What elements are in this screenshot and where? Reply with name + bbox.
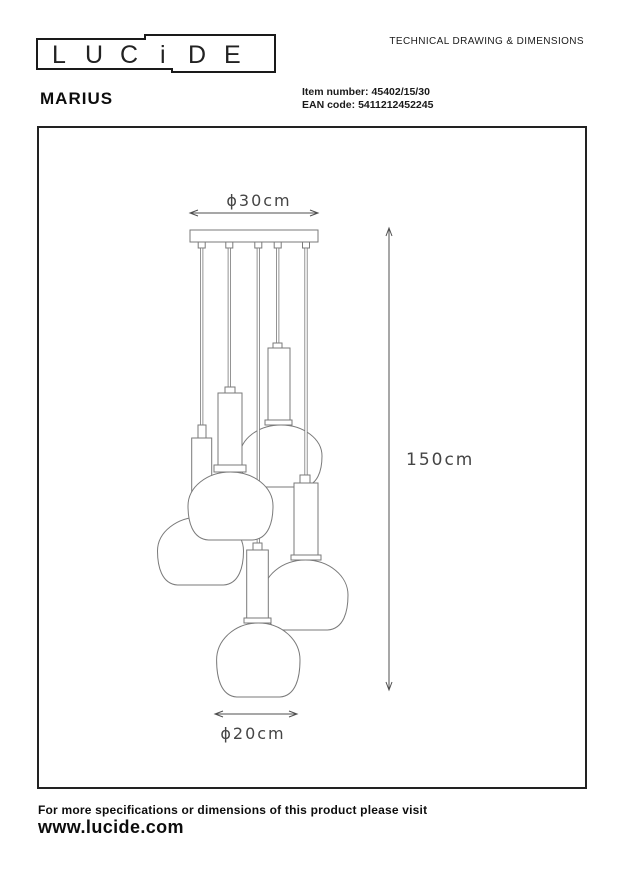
- item-number-value: 45402/15/30: [371, 86, 430, 98]
- logo-letter: L: [52, 41, 66, 69]
- logo-letter: D: [188, 41, 207, 69]
- suspension-cord: [201, 248, 203, 425]
- suspension-cord: [277, 248, 279, 343]
- socket-cap: [273, 343, 282, 348]
- logo-letter: U: [85, 41, 104, 69]
- suspension-cord: [305, 248, 307, 475]
- glass-globe: [217, 623, 300, 697]
- socket-flange: [291, 555, 321, 560]
- dim-top-label: ϕ30cm: [226, 191, 292, 210]
- lucide-logo: [35, 30, 280, 76]
- socket-cylinder: [294, 483, 318, 555]
- socket-flange: [214, 465, 246, 472]
- socket-cap: [198, 425, 206, 438]
- cord-grip: [198, 242, 205, 248]
- cord-grip: [274, 242, 281, 248]
- ean-row: [302, 99, 433, 112]
- ceiling-canopy: [190, 230, 318, 242]
- document-title: TECHNICAL DRAWING & DIMENSIONS: [389, 36, 584, 47]
- pendant-lamp-drawing: [158, 230, 349, 697]
- product-codes: [302, 86, 433, 111]
- socket-cap: [253, 543, 262, 550]
- item-number-row: [302, 86, 433, 99]
- dim-height-label: 150cm: [406, 450, 475, 470]
- socket-cylinder: [218, 393, 242, 465]
- socket-cap: [225, 387, 235, 393]
- footer-note: For more specifications or dimensions of this product please visit: [38, 803, 428, 817]
- item-number-label: Item number:: [302, 86, 369, 98]
- cord-grip: [226, 242, 233, 248]
- socket-flange: [244, 618, 271, 623]
- ean-label: EAN code:: [302, 98, 356, 111]
- cord-grip: [303, 242, 310, 248]
- socket-cylinder: [268, 348, 290, 420]
- socket-cap: [300, 475, 310, 483]
- product-name: MARIUS: [40, 89, 114, 108]
- socket-flange: [265, 420, 292, 425]
- logo-letter: i: [160, 41, 166, 69]
- logo-letter: C: [120, 41, 139, 69]
- glass-globe: [188, 472, 273, 540]
- socket-cylinder: [247, 550, 269, 618]
- dim-bottom-label: ϕ20cm: [220, 724, 286, 743]
- ean-value: 5411212452245: [358, 98, 434, 111]
- suspension-cord: [228, 248, 230, 387]
- technical-drawing: [37, 126, 587, 789]
- cord-grip: [255, 242, 262, 248]
- footer-website: www.lucide.com: [38, 817, 184, 837]
- logo-letter: E: [224, 41, 241, 69]
- glass-globe: [263, 560, 348, 630]
